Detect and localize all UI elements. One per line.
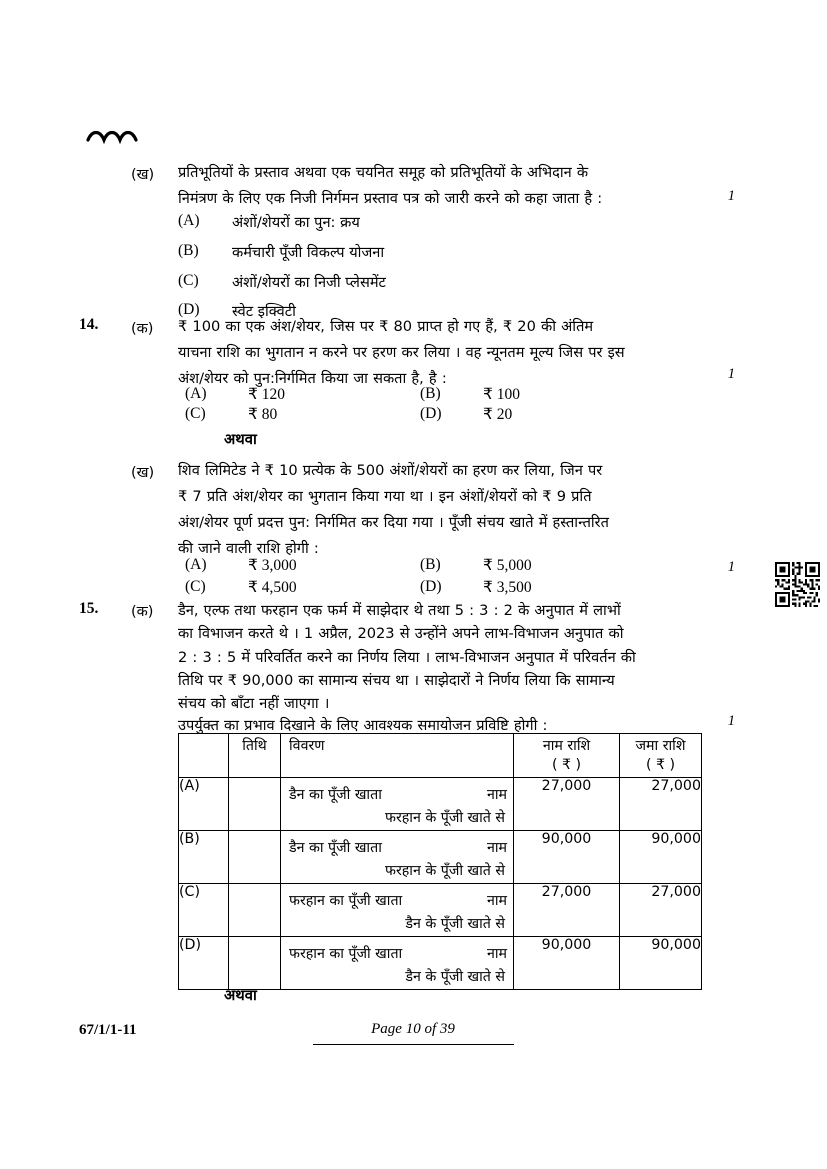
th-debit-line2: ( ₹ ) xyxy=(551,757,582,773)
row-d-date xyxy=(229,937,281,990)
row-c-credit-amount: 27,000 xyxy=(620,884,702,937)
table-row[interactable] xyxy=(179,778,702,831)
row-a-credit-account: फरहान के पूँजी खाते से xyxy=(385,810,505,826)
question-14-number: 14. xyxy=(79,316,99,333)
question-15a-stem-line-4: तिथि पर ₹ 90,000 का सामान्य संचय था । साझेदारों ने निर्णय लिया कि सामान्य xyxy=(178,672,615,689)
table-row[interactable] xyxy=(179,831,702,884)
question-14a-stem-line-1: ₹ 100 का एक अंश/शेयर, जिस पर ₹ 80 प्राप्त हो गए हैं, ₹ 20 की अंतिम xyxy=(178,318,594,335)
q14a-option-c-text[interactable]: ₹ 80 xyxy=(248,406,278,423)
th-particulars: विवरण xyxy=(281,734,514,778)
row-c-credit-account: डैन के पूँजी खाते से xyxy=(405,916,505,932)
question-15-or-label: अथवा xyxy=(224,987,257,1004)
q14a-option-b-text[interactable]: ₹ 100 xyxy=(483,386,520,403)
question-14a-stem-line-3: अंश/शेयर को पुन:निर्गमित किया जा सकता है, है : xyxy=(178,370,447,387)
row-a-label: (A) xyxy=(179,778,229,831)
q14b-option-a-text[interactable]: ₹ 3,000 xyxy=(248,557,297,574)
question-14a-part-label: (क) xyxy=(131,321,154,337)
journal-entry-options-table xyxy=(178,733,702,990)
row-d-debit-account: फरहान का पूँजी खाता xyxy=(289,946,403,962)
question-14b-part-label: (ख) xyxy=(131,465,155,481)
question-14b-stem-line-1: शिव लिमिटेड ने ₹ 10 प्रत्येक के 500 अंशों/शेयरों का हरण कर लिया, जिन पर xyxy=(178,462,603,479)
row-c-particulars xyxy=(281,884,514,937)
q13-option-c-text[interactable]: अंशों/शेयरों का निजी प्लेसमेंट xyxy=(232,274,386,291)
question-15a-sub-prompt: उपर्युक्त का प्रभाव दिखाने के लिए आवश्यक समायोजन प्रविष्टि होगी : xyxy=(178,717,548,734)
q14b-option-d-text[interactable]: ₹ 3,500 xyxy=(483,579,532,596)
table-row[interactable] xyxy=(179,937,702,990)
row-c-debit-marker: नाम xyxy=(486,893,507,909)
th-debit-line1: नाम राशि xyxy=(542,738,591,754)
q14b-option-c-text[interactable]: ₹ 4,500 xyxy=(248,579,297,596)
question-14b-stem-line-2: ₹ 7 प्रति अंश/शेयर का भुगतान किया गया था । इन अंशों/शेयरों को ₹ 9 प्रति xyxy=(178,488,592,505)
row-b-particulars xyxy=(281,831,514,884)
question-14a-stem-line-2: याचना राशि का भुगतान न करने पर हरण कर लिया । वह न्यूनतम मूल्य जिस पर इस xyxy=(178,344,625,361)
row-d-credit-account: डैन के पूँजी खाते से xyxy=(405,969,505,985)
question-14b-marks: 1 xyxy=(727,559,735,575)
question-15a-stem-line-5: संचय को बाँटा नहीं जाएगा । xyxy=(178,695,330,712)
question-13-stem-line-1: प्रतिभूतियों के प्रस्ताव अथवा एक चयनित समूह को प्रतिभूतियों के अभिदान के xyxy=(178,164,589,181)
q14b-option-b-text[interactable]: ₹ 5,000 xyxy=(483,557,532,574)
row-d-label: (D) xyxy=(179,937,229,990)
row-a-credit-amount: 27,000 xyxy=(620,778,702,831)
question-13-marks: 1 xyxy=(727,188,735,204)
row-a-debit-account: डैन का पूँजी खाता xyxy=(289,787,382,803)
question-13-stem-line-2: निमंत्रण के लिए एक निजी निर्गमन प्रस्ताव पत्र को जारी करने को कहा जाता है : xyxy=(178,190,603,207)
th-credit-line1: जमा राशि xyxy=(635,738,686,754)
row-c-label: (C) xyxy=(179,884,229,937)
q14b-option-b-letter[interactable]: (B) xyxy=(420,556,441,573)
q14a-option-a-text[interactable]: ₹ 120 xyxy=(248,386,285,403)
question-14b-stem-line-3: अंश/शेयर पूर्ण प्रदत्त पुन: निर्गमित कर दिया गया । पूँजी संचय खाते में हस्तान्तरित xyxy=(178,514,609,531)
wave-squiggle-icon xyxy=(86,128,156,150)
q14b-option-c-letter[interactable]: (C) xyxy=(185,578,206,595)
question-14b-stem-line-4: की जाने वाली राशि होगी : xyxy=(178,540,319,557)
q14a-option-d-text[interactable]: ₹ 20 xyxy=(483,406,513,423)
table-header-row xyxy=(179,734,702,778)
th-date: तिथि xyxy=(229,734,281,778)
row-b-credit-amount: 90,000 xyxy=(620,831,702,884)
row-c-debit-account: फरहान का पूँजी खाता xyxy=(289,893,403,909)
q14a-option-b-letter[interactable]: (B) xyxy=(420,385,441,402)
row-a-date xyxy=(229,778,281,831)
row-a-debit-marker: नाम xyxy=(486,787,507,803)
row-d-credit-amount: 90,000 xyxy=(620,937,702,990)
row-d-debit-marker: नाम xyxy=(486,946,507,962)
question-15-number: 15. xyxy=(79,600,99,617)
row-d-debit-amount: 90,000 xyxy=(514,937,620,990)
q13-option-b-letter[interactable]: (B) xyxy=(178,242,199,259)
q14a-option-a-letter[interactable]: (A) xyxy=(185,385,207,402)
table-row[interactable] xyxy=(179,884,702,937)
question-14-or-label: अथवा xyxy=(224,431,257,448)
q13-option-b-text[interactable]: कर्मचारी पूँजी विकल्प योजना xyxy=(232,244,385,261)
th-debit-amount xyxy=(514,734,620,778)
question-13-part-label: (ख) xyxy=(131,167,155,183)
question-15a-stem-line-3: 2 : 3 : 5 में परिवर्तित करने का निर्णय लिया । लाभ-विभाजन अनुपात में परिवर्तन की xyxy=(178,649,636,666)
row-d-particulars xyxy=(281,937,514,990)
q14a-option-d-letter[interactable]: (D) xyxy=(420,405,442,422)
footer-divider xyxy=(313,1044,514,1045)
question-15a-stem-line-2: का विभाजन करते थे । 1 अप्रैल, 2023 से उन्होंने अपने लाभ-विभाजन अनुपात को xyxy=(178,625,624,642)
page-number: Page 10 of 39 xyxy=(371,1021,455,1037)
qr-code xyxy=(775,562,820,607)
q14a-option-c-letter[interactable]: (C) xyxy=(185,405,206,422)
row-a-debit-amount: 27,000 xyxy=(514,778,620,831)
row-c-debit-amount: 27,000 xyxy=(514,884,620,937)
q13-option-d-letter[interactable]: (D) xyxy=(178,301,200,318)
row-a-particulars xyxy=(281,778,514,831)
th-credit-amount xyxy=(620,734,702,778)
row-b-date xyxy=(229,831,281,884)
row-c-date xyxy=(229,884,281,937)
row-b-debit-marker: नाम xyxy=(486,840,507,856)
q13-option-a-text[interactable]: अंशों/शेयरों का पुन: क्रय xyxy=(232,214,360,231)
question-15a-marks: 1 xyxy=(727,713,735,729)
q14b-option-d-letter[interactable]: (D) xyxy=(420,578,442,595)
q13-option-c-letter[interactable]: (C) xyxy=(178,272,199,289)
q13-option-d-text[interactable]: स्वेट इक्विटी xyxy=(232,303,296,320)
question-15a-part-label: (क) xyxy=(131,604,154,620)
row-b-label: (B) xyxy=(179,831,229,884)
row-b-debit-amount: 90,000 xyxy=(514,831,620,884)
paper-code: 67/1/1-11 xyxy=(79,1022,137,1038)
th-label xyxy=(179,734,229,778)
th-credit-line2: ( ₹ ) xyxy=(645,757,676,773)
q14b-option-a-letter[interactable]: (A) xyxy=(185,556,207,573)
row-b-debit-account: डैन का पूँजी खाता xyxy=(289,840,382,856)
q13-option-a-letter[interactable]: (A) xyxy=(178,212,200,229)
question-15a-stem-line-1: डैन, एल्फ तथा फरहान एक फर्म में साझेदार थे तथा 5 : 3 : 2 के अनुपात में लाभों xyxy=(178,602,621,619)
row-b-credit-account: फरहान के पूँजी खाते से xyxy=(385,863,505,879)
question-14a-marks: 1 xyxy=(727,366,735,382)
